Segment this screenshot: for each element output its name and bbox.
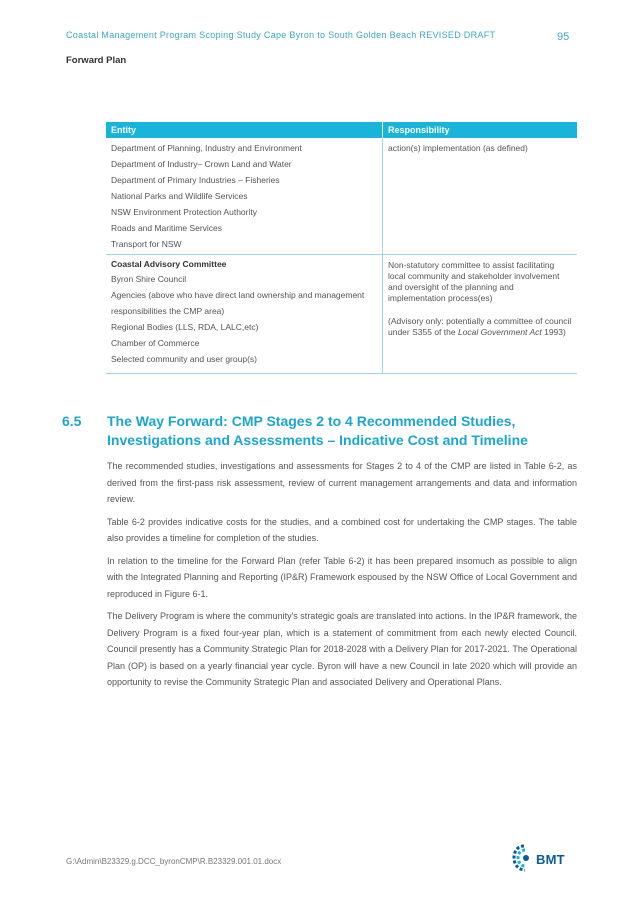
note-suffix: 1993)	[541, 327, 566, 337]
entity-item: Roads and Maritime Services	[111, 223, 223, 233]
entity-responsibility-table	[106, 122, 577, 374]
entity-item: Department of Primary Industries – Fisheries	[111, 175, 280, 185]
entity-item: Regional Bodies (LLS, RDA, LALC,etc)	[111, 322, 259, 332]
globe-icon	[512, 843, 536, 873]
section-number: 6.5	[62, 413, 82, 429]
table-header-row	[106, 122, 577, 138]
responsibility-note	[388, 316, 572, 338]
entity-item: National Parks and Wildlife Services	[111, 191, 248, 201]
body-text	[107, 458, 577, 697]
entity-item: Department of Planning, Industry and Environment	[111, 143, 302, 153]
entity-item: Byron Shire Council	[111, 274, 187, 284]
entity-item: Transport for NSW	[111, 239, 182, 249]
logo-text: BMT	[536, 852, 565, 867]
section-header: Forward Plan	[66, 55, 127, 66]
entity-item: Chamber of Commerce	[111, 338, 200, 348]
section-title: The Way Forward: CMP Stages 2 to 4 Recommended Studies, Investigations and Assessments – Indicative Cost and Timeline	[107, 413, 528, 448]
table-row	[106, 138, 577, 255]
committee-title: Coastal Advisory Committee	[111, 259, 227, 269]
column-header-responsibility: Responsibility	[383, 122, 578, 138]
responsibility-text: action(s) implementation (as defined)	[388, 143, 528, 153]
document-title: Coastal Management Program Scoping Study Cape Byron to South Golden Beach REVISED DRAFT	[66, 30, 496, 40]
paragraph: The Delivery Program is where the community's strategic goals are translated into actions. In the IP&R framework, the Delivery Program is a fixed four-year plan, which is a statement of commitment from each newly elected Council. Council presently has a Community Strategic Plan for 2018-2028 with a Delivery Plan for 2017-2021. The Operational Plan (OP) is based on a yearly financial year cycle. Byron will have a new Council in late 2020 which will provide an opportunity to revise the Community Strategic Plan and associated Delivery and Operational Plans.	[107, 611, 577, 687]
paragraph: In relation to the timeline for the Forward Plan (refer Table 6-2) it has been prepared insomuch as possible to align with the Integrated Planning and Reporting (IP&R) Framework espoused by the NSW Office of Local Government and reproduced in Figure 6-1.	[107, 555, 577, 599]
column-header-entity: Entity	[106, 122, 383, 138]
entity-cell	[106, 255, 383, 374]
responsibility-cell	[383, 138, 578, 255]
page-number: 95	[557, 31, 570, 43]
entity-cell	[106, 138, 383, 255]
entity-item: Agencies (above who have direct land ownership and management responsibilities the CMP area)	[111, 290, 365, 316]
responsibility-cell	[383, 255, 578, 374]
entity-item: NSW Environment Protection Authority	[111, 207, 257, 217]
note-prefix: (Advisory only: potentially a committee of council under S355 of the	[388, 316, 572, 337]
paragraph: The recommended studies, investigations and assessments for Stages 2 to 4 of the CMP are listed in Table 6-2, as derived from the first-pass risk assessment, review of current management arrangements and data and information review.	[107, 461, 577, 504]
act-name: Local Government Act	[457, 327, 542, 337]
entity-item: Department of Industry– Crown Land and Water	[111, 159, 292, 169]
responsibility-text: Non-statutory committee to assist facilitating local community and stakeholder involvement and oversight of the planning and implementation process(es)	[388, 260, 560, 303]
paragraph: Table 6-2 provides indicative costs for the studies, and a combined cost for undertaking the CMP stages. The table also provides a timeline for completion of the studies.	[107, 516, 577, 543]
entity-item: Selected community and user group(s)	[111, 354, 257, 364]
bmt-logo	[512, 843, 572, 873]
table-row	[106, 255, 577, 374]
file-path: G:\Admin\B23329.g.DCC_byronCMP\R.B23329.001.01.docx	[66, 857, 282, 866]
